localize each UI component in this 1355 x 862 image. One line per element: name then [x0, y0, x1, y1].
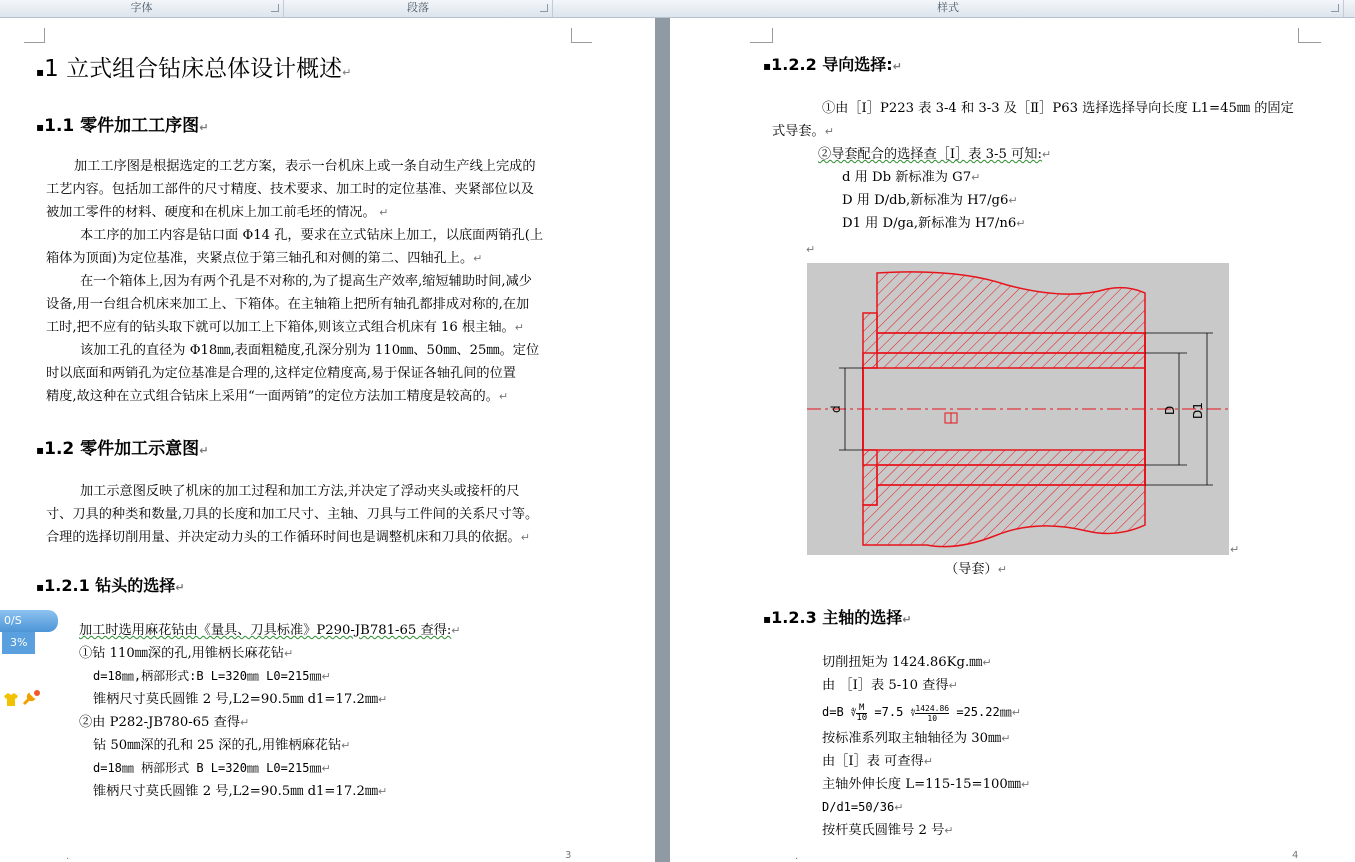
paragraph-5: 加工示意图反映了机床的加工过程和加工方法,并决定了浮动夹头或接杆的尺 寸、刀具的种类和数量,刀具的长度和加工尺寸、主轴、刀具与工件间的关系尺寸等。 合理的选择切削用量、并决定动力头的工作循环时间也是调整机床和刀具的依据。↵ — [46, 484, 539, 545]
document-page-left[interactable] — [0, 18, 655, 862]
ribbon-group-paragraph-label: 段落 — [407, 1, 429, 14]
guide-selection-block: ①由［I］P223 表 3-4 和 3-3 及［Ⅱ］P63 选择选择导向长度 L1=45㎜ 的固定 式导套。↵ ②导套配合的选择查［I］表 3-5 可知:↵ d 用 Db 新标准为 G7↵ D 用 D/db,新标准为 H7/g6↵ D1 用 D/ga,新标准为 H7/n6↵ — [772, 101, 1294, 231]
heading-1-2-1: ▪1.2.1 钻头的选择↵ — [36, 576, 185, 595]
heading-1-2: ▪1.2 零件加工示意图↵ — [36, 439, 209, 459]
dialog-launcher-icon[interactable] — [271, 4, 279, 12]
heading-1-1: ▪1.1 零件加工工序图↵ — [36, 116, 209, 136]
heading-1: ▪1 立式组合钻床总体设计概述↵ — [36, 56, 352, 82]
guide-bushing-drawing — [807, 263, 1229, 555]
dimension-D1: D1 — [1191, 402, 1205, 419]
paragraph-1: 加工工序图是根据选定的工艺方案，表示一台机床上或一条自动生产线上完成的 工艺内容。包括加工部件的尺寸精度、技术要求、加工时的定位基准、夹紧部位以及 被加工零件的材料、硬度和在机床上加工前毛坯的情况。 ↵ — [46, 159, 536, 220]
page-number: 4 — [1292, 850, 1299, 861]
formula-line: d=B ∜ $\frac{M}{10}$ =7.5 ∜ $\frac{1424.86}{10}$ =25.22㎜↵ — [822, 703, 1021, 723]
paragraph-mark: · — [795, 854, 799, 862]
speed-readout: 0/S — [4, 614, 22, 627]
paragraph-mark: · — [66, 854, 70, 862]
paragraph-2: 本工序的加工内容是钻口面 Φ14 孔，要求在立式钻床上加工，以底面两销孔(上 箱体为顶面)为定位基准，夹紧点位于第三轴孔和对侧的第二、四轴孔上。↵ — [46, 228, 544, 266]
crop-mark — [24, 28, 45, 43]
crop-mark — [1298, 28, 1321, 43]
dialog-launcher-icon[interactable] — [540, 4, 548, 12]
page-gutter — [655, 18, 670, 862]
percent-readout: 3% — [2, 632, 35, 654]
network-speed-widget[interactable] — [0, 610, 58, 649]
heading-1-2-2: ▪1.2.2 导向选择:↵ — [763, 55, 902, 74]
page-number: 3 — [565, 850, 572, 861]
paragraph-3: 在一个箱体上,因为有两个孔是不对称的,为了提高生产效率,缩短辅助时间,减少 设备,用一台组合机床来加工上、下箱体。在主轴箱上把所有轴孔都排成对称的,在加 工时,把不应有的钻头取下就可以加工上下箱体,则该立式组合机床有 16 根主轴。↵ — [46, 274, 532, 335]
document-page-right[interactable] — [670, 18, 1355, 862]
ribbon-group-font[interactable] — [0, 0, 284, 17]
crop-mark — [571, 28, 592, 43]
paragraph-mark: ↵ — [806, 243, 816, 256]
tshirt-wrench-icon[interactable] — [2, 690, 42, 710]
dimension-d: d — [829, 405, 843, 413]
heading-1-2-3: ▪1.2.3 主轴的选择↵ — [763, 608, 912, 627]
crop-mark — [750, 28, 773, 43]
paragraph-mark: ↵ — [1230, 543, 1240, 556]
bushing-cross-section — [807, 263, 1229, 555]
ribbon-group-paragraph[interactable] — [284, 0, 553, 17]
drill-selection-block: 加工时选用麻花钻由《量具、刀具标准》P290-JB781-65 查得:↵ ①钻 110㎜深的孔,用锥柄长麻花钻↵ d=18㎜,柄部形式:B L=320㎜ L0=215㎜↵ 锥柄尺寸莫氏圆锥 2 号,L2=90.5㎜ d1=17.2㎜↵ ②由 P282-JB780-65 查得↵ 钻 50㎜深的孔和 25 深的孔,用锥柄麻花钻↵ d=18㎜ 柄部形式 B L=320㎜ L0=215㎜↵ 锥柄尺寸莫氏圆锥 2 号,L2=90.5㎜ d1=17.2㎜↵ — [79, 623, 461, 799]
floating-tool-icons[interactable] — [2, 690, 42, 710]
spindle-selection-block: 切削扭矩为 1424.86Kg.㎜↵ 由 ［I］表 5-10 查得↵ d=B ∜ $\frac{M}{10}$ =7.5 ∜ $\frac{1424.86}{10}$ =25.22㎜↵ 按标准系列取主轴轴径为 30㎜↵ 由［I］表 可查得↵ 主轴外伸长度 L=115-15=100㎜↵ D/d1=50/36↵ 按杆莫氏圆锥号 2 号↵ — [822, 655, 1031, 838]
ribbon-group-font-label: 字体 — [130, 1, 153, 14]
dimension-D: D — [1163, 405, 1177, 415]
dialog-launcher-icon[interactable] — [1331, 4, 1339, 12]
figure-caption: （导套）↵ — [945, 562, 1007, 577]
ribbon-group-styles-label: 样式 — [937, 1, 959, 14]
paragraph-4: 该加工孔的直径为 Φ18㎜,表面粗糙度,孔深分别为 110㎜、50㎜、25㎜。定位 时以底面和两销孔为定位基准是合理的,这样定位精度高,易于保证各轴孔间的位置 精度,故这种在立式组合钻床上采用“一面两销”的定位方法加工精度是较高的。↵ — [46, 343, 540, 404]
ribbon-group-styles[interactable] — [553, 0, 1344, 17]
ribbon-group-bar — [0, 0, 1355, 18]
